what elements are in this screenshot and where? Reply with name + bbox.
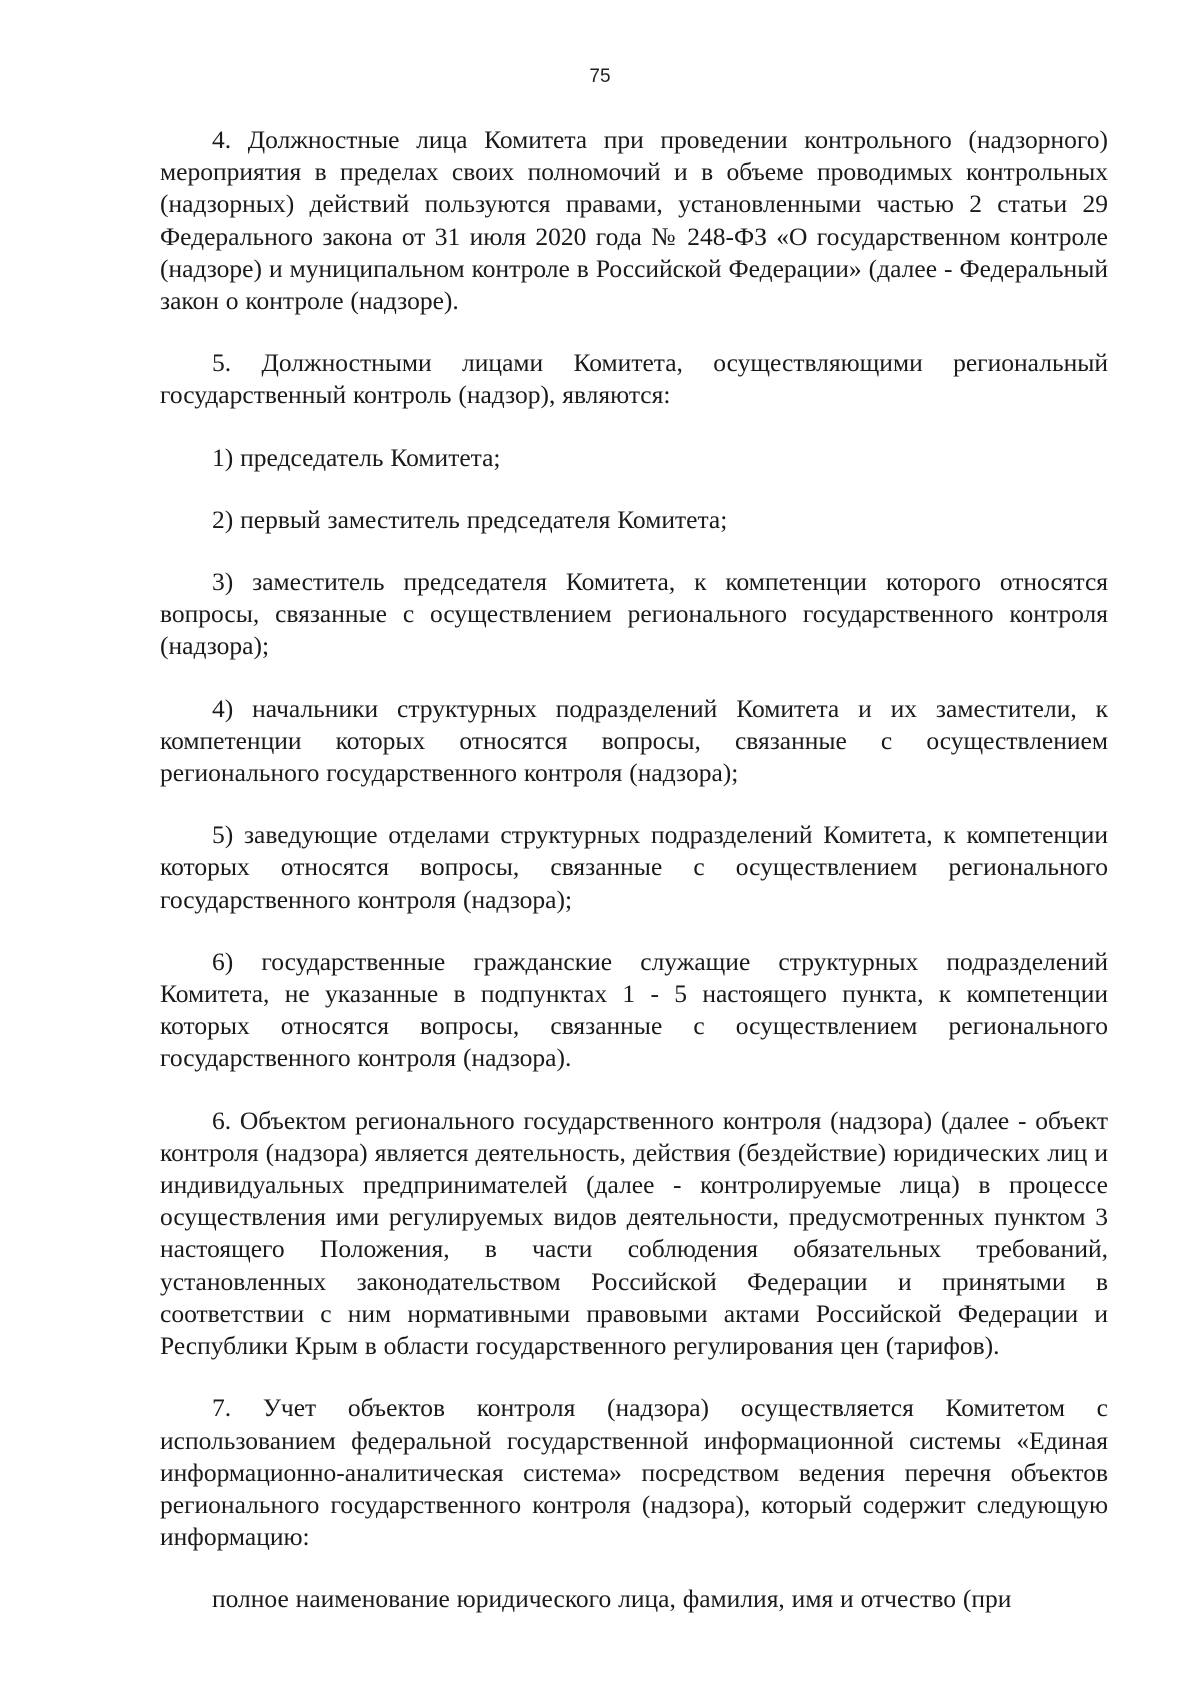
page-number: 75: [589, 66, 611, 87]
paragraph-item-4: 4. Должностные лица Комитета при проведении контрольного (надзорного) мероприятия в пределах своих полномочий и в объеме проводимых контрольных (надзорных) действий пользуются правами, установленными частью 2 статьи 29 Федерального закона от 31 июля 2020 года № 248-ФЗ «О государственном контроле (надзоре) и муниципальном контроле в Российской Федерации» (далее - Федеральный закон о контроле (надзоре).: [160, 125, 1108, 316]
subitem-4: 4) начальники структурных подразделений Комитета и их заместители, к компетенции которых относятся вопросы, связанные с осуществлением регионального государственного контроля (надзора);: [160, 693, 1108, 788]
paragraph-item-5: 5. Должностными лицами Комитета, осуществляющими региональный государственный контроль (надзор), являются:: [160, 348, 1108, 410]
paragraph-continuation: полное наименование юридического лица, фамилия, имя и отчество (при: [212, 1584, 1012, 1614]
document-body: [160, 124, 1108, 1616]
subitem-5: 5) заведующие отделами структурных подразделений Комитета, к компетенции которых относятся вопросы, связанные с осуществлением регионального государственного контроля (надзора);: [160, 820, 1108, 914]
paragraph-item-6: 6. Объектом регионального государственного контроля (надзора) (далее - объект контроля (надзора) является деятельность, действия (бездействие) юридических лиц и индивидуальных предпринимателей (далее - контролируемые лица) в процессе осуществления ими регулируемых видов деятельности, предусмотренных пунктом 3 настоящего Положения, в части соблюдения обязательных требований, установленных законодательством Российской Федерации и принятыми в соответствии с ним нормативными правовыми актами Российской Федерации и Республики Крым в области государственного регулирования цен (тарифов).: [160, 1105, 1108, 1361]
subitem-3: 3) заместитель председателя Комитета, к компетенции которого относятся вопросы, связанные с осуществлением регионального государственного контроля (надзора);: [160, 567, 1108, 661]
paragraph-item-7: 7. Учет объектов контроля (надзора) осуществляется Комитетом с использованием федеральной государственной информационной системы «Единая информационно-аналитическая система» посредством ведения перечня объектов регионального государственного контроля (надзора), который содержит следующую информацию:: [160, 1393, 1108, 1552]
subitem-1: 1) председатель Комитета;: [212, 442, 501, 472]
subitem-6: 6) государственные гражданские служащие структурных подразделений Комитета, не указанные в подпунктах 1 - 5 настоящего пункта, к компетенции которых относятся вопросы, связанные с осуществлением регионального государственного контроля (надзора).: [160, 946, 1108, 1073]
subitem-2: 2) первый заместитель председателя Комитета;: [212, 504, 728, 534]
